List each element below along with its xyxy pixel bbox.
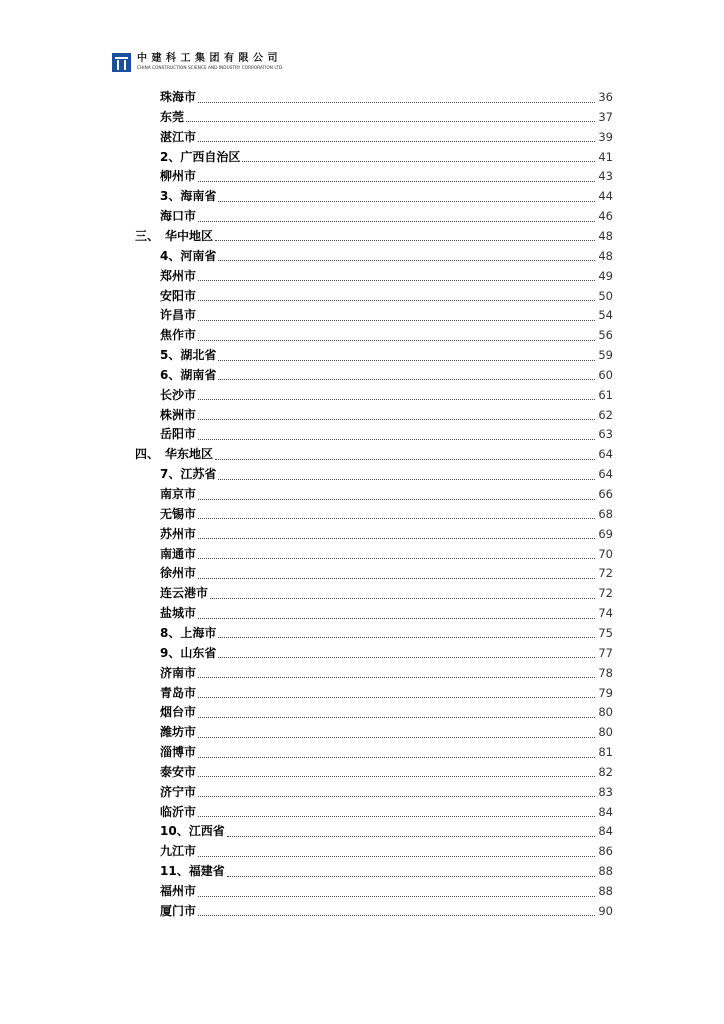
toc-page-number: 75	[598, 625, 613, 640]
toc-entry-label	[160, 881, 196, 901]
toc-dot-leader	[227, 876, 595, 877]
toc-entry-label	[160, 821, 225, 841]
toc-entry[interactable]	[160, 266, 613, 286]
toc-entry-label	[160, 702, 196, 722]
toc-page-number: 49	[598, 268, 613, 283]
toc-dot-leader	[198, 499, 595, 500]
toc-entry-text: 3、海南省	[160, 189, 217, 204]
company-name	[137, 53, 284, 73]
company-name-cn: 中建科工集团有限公司	[137, 53, 282, 64]
toc-page-number: 77	[598, 645, 613, 660]
toc-entry[interactable]	[160, 286, 613, 306]
toc-dot-leader	[218, 379, 595, 380]
logo-mark-icon	[115, 57, 128, 70]
toc-entry[interactable]	[160, 881, 613, 901]
toc-entry-label	[160, 147, 240, 167]
toc-entry[interactable]	[160, 821, 613, 841]
toc-entry-label	[160, 464, 216, 484]
toc-entry[interactable]	[160, 782, 613, 802]
toc-entry-text: 柳州市	[160, 169, 197, 184]
toc-page-number: 72	[598, 586, 613, 601]
toc-dot-leader	[198, 558, 595, 559]
toc-entry-text: 岳阳市	[160, 427, 197, 442]
toc-entry[interactable]	[160, 127, 613, 147]
toc-page-number: 66	[598, 487, 613, 501]
toc-entry-text: 徐州市	[160, 566, 197, 581]
toc-entry[interactable]	[160, 643, 613, 663]
document-header	[112, 53, 284, 73]
toc-entry-text: 烟台市	[160, 705, 197, 720]
toc-page-number: 44	[598, 189, 613, 204]
toc-entry[interactable]	[160, 246, 613, 266]
toc-entry-label	[160, 623, 216, 643]
toc-entry-label	[160, 841, 196, 861]
toc-page-number: 84	[598, 804, 613, 819]
toc-entry-label	[160, 683, 196, 703]
toc-page-number: 64	[598, 467, 613, 482]
toc-page-number: 81	[598, 745, 613, 760]
toc-entry[interactable]	[160, 186, 613, 206]
toc-page-number: 88	[598, 884, 613, 898]
toc-dot-leader	[218, 479, 595, 480]
toc-page-number: 60	[598, 367, 613, 382]
toc-page-number: 36	[598, 90, 613, 104]
toc-page-number: 88	[598, 864, 613, 879]
toc-entry-label	[160, 87, 196, 107]
toc-entry[interactable]	[160, 166, 613, 186]
toc-entry-text: 珠海市	[160, 90, 197, 104]
toc-entry-text: 湛江市	[160, 129, 197, 144]
toc-page-number: 56	[598, 328, 613, 343]
toc-entry-text: 株洲市	[160, 407, 197, 422]
toc-entry-text: 6、湖南省	[160, 367, 217, 382]
toc-entry[interactable]	[160, 802, 613, 822]
toc-dot-leader	[198, 399, 595, 400]
toc-entry-text: 福州市	[160, 884, 197, 898]
toc-entry[interactable]	[160, 385, 613, 405]
toc-dot-leader	[198, 538, 595, 539]
toc-page-number: 48	[598, 228, 613, 243]
toc-page-number: 86	[598, 844, 613, 859]
toc-page-number: 80	[598, 725, 613, 740]
toc-dot-leader	[198, 856, 595, 857]
toc-entry-label	[160, 266, 196, 286]
toc-dot-leader	[198, 816, 595, 817]
toc-entry-label	[160, 305, 196, 325]
toc-entry-label	[160, 563, 196, 583]
toc-entry[interactable]	[160, 583, 613, 603]
toc-dot-leader	[198, 439, 595, 440]
toc-entry-text: 7、江苏省	[160, 467, 217, 482]
toc-entry-text: 无锡市	[160, 506, 197, 521]
toc-page-number: 83	[598, 784, 613, 799]
toc-entry-text: 海口市	[160, 209, 197, 224]
toc-entry-label	[160, 166, 196, 186]
toc-entry-text: 10、江西省	[160, 824, 225, 839]
toc-entry-label	[160, 544, 196, 564]
toc-entry-label	[160, 345, 216, 365]
toc-entry-text: 济南市	[160, 665, 197, 680]
toc-dot-leader	[198, 757, 595, 758]
toc-entry-label	[160, 286, 196, 306]
toc-dot-leader	[198, 419, 595, 420]
toc-entry-text: 济宁市	[160, 784, 197, 799]
toc-entry[interactable]	[160, 623, 613, 643]
toc-dot-leader	[198, 141, 595, 142]
toc-page-number: 50	[598, 288, 613, 303]
toc-page-number: 84	[598, 824, 613, 839]
toc-dot-leader	[218, 657, 595, 658]
toc-entry-label	[160, 663, 196, 683]
toc-entry-label	[160, 405, 196, 425]
toc-page-number: 54	[598, 308, 613, 323]
toc-entry-label	[160, 901, 196, 921]
toc-entry[interactable]	[160, 524, 613, 544]
toc-entry-label	[160, 583, 208, 603]
toc-entry[interactable]	[160, 424, 613, 444]
toc-entry[interactable]	[160, 702, 613, 722]
toc-entry-label	[160, 722, 196, 742]
toc-dot-leader	[198, 915, 595, 916]
toc-dot-leader	[218, 260, 595, 261]
toc-entry-text: 4、河南省	[160, 248, 217, 263]
toc-entry-text: 淄博市	[160, 745, 197, 760]
toc-dot-leader	[215, 240, 595, 241]
toc-entry-label	[160, 782, 196, 802]
toc-dot-leader	[218, 360, 595, 361]
toc-entry-text: 华中地区	[165, 228, 214, 243]
toc-entry-text: 厦门市	[160, 903, 197, 918]
toc-page-number: 78	[598, 665, 613, 680]
toc-entry[interactable]	[160, 722, 613, 742]
toc-dot-leader	[198, 280, 595, 281]
toc-page-number: 43	[598, 169, 613, 184]
toc-page-number: 59	[598, 348, 613, 363]
toc-dot-leader	[198, 340, 595, 341]
toc-dot-leader	[198, 618, 595, 619]
toc-entry-label	[160, 484, 196, 504]
toc-entry-label	[160, 861, 225, 881]
toc-entry-text: 长沙市	[160, 387, 197, 402]
toc-entry[interactable]	[160, 206, 613, 226]
toc-entry-text: 盐城市	[160, 606, 197, 621]
toc-page-number: 64	[598, 447, 613, 462]
toc-entry[interactable]	[160, 504, 613, 524]
toc-entry-text: 青岛市	[160, 685, 197, 700]
toc-dot-leader	[198, 677, 595, 678]
toc-entry-prefix: 三、	[135, 228, 160, 243]
toc-entry-label	[160, 643, 216, 663]
toc-entry[interactable]	[160, 484, 613, 504]
toc-entry-label	[160, 424, 196, 444]
toc-page-number: 80	[598, 705, 613, 720]
toc-page-number: 68	[598, 506, 613, 521]
toc-entry[interactable]	[160, 87, 613, 107]
toc-entry[interactable]	[160, 901, 613, 921]
toc-entry-text: 九江市	[160, 844, 197, 859]
toc-dot-leader	[198, 102, 595, 103]
toc-entry-label	[160, 107, 184, 127]
toc-entry-text: 焦作市	[160, 328, 197, 343]
toc-entry-label	[160, 127, 196, 147]
toc-page-number: 41	[598, 149, 613, 164]
toc-entry[interactable]	[135, 226, 613, 246]
toc-entry-text: 2、广西自治区	[160, 149, 241, 164]
toc-page-number: 79	[598, 685, 613, 700]
toc-page-number: 62	[598, 407, 613, 422]
toc-entry[interactable]	[160, 107, 613, 127]
toc-entry-text: 南通市	[160, 546, 197, 561]
toc-page-number: 63	[598, 427, 613, 442]
toc-dot-leader	[198, 697, 595, 698]
toc-entry-label	[160, 246, 216, 266]
toc-entry-label	[160, 762, 196, 782]
toc-entry-text: 郑州市	[160, 268, 197, 283]
toc-entry[interactable]	[135, 444, 613, 464]
toc-page-number: 37	[598, 109, 613, 124]
toc-entry[interactable]	[160, 762, 613, 782]
toc-page-number: 70	[598, 546, 613, 561]
toc-entry-label	[160, 325, 196, 345]
toc-entry-text: 华东地区	[165, 447, 214, 462]
toc-entry[interactable]	[160, 325, 613, 345]
toc-entry-text: 泰安市	[160, 764, 197, 779]
toc-entry-text: 9、山东省	[160, 645, 217, 660]
toc-entry-label	[160, 603, 196, 623]
toc-entry-label	[160, 524, 196, 544]
toc-dot-leader	[210, 598, 595, 599]
toc-dot-leader	[198, 796, 595, 797]
toc-entry[interactable]	[160, 365, 613, 385]
toc-dot-leader	[218, 201, 595, 202]
toc-entry[interactable]	[160, 683, 613, 703]
toc-entry-text: 苏州市	[160, 526, 197, 541]
toc-entry[interactable]	[160, 742, 613, 762]
toc-dot-leader	[198, 737, 595, 738]
toc-entry[interactable]	[160, 563, 613, 583]
toc-entry-text: 连云港市	[160, 586, 209, 601]
toc-entry[interactable]	[160, 464, 613, 484]
toc-page-number: 72	[598, 566, 613, 581]
toc-dot-leader	[198, 221, 595, 222]
toc-entry-text: 许昌市	[160, 308, 197, 323]
toc-entry-label	[160, 206, 196, 226]
toc-entry-text: 东莞	[160, 109, 185, 124]
toc-entry-text: 安阳市	[160, 288, 197, 303]
toc-entry-label	[160, 742, 196, 762]
toc-page-number: 74	[598, 606, 613, 621]
toc-entry-prefix: 四、	[135, 447, 160, 462]
toc-dot-leader	[198, 896, 595, 897]
toc-dot-leader	[198, 518, 595, 519]
toc-entry-text: 南京市	[160, 487, 197, 501]
toc-entry[interactable]	[160, 861, 613, 881]
company-name-en: CHINA CONSTRUCTION SCIENCE AND INDUSTRY CORPORATION LTD.	[137, 66, 284, 71]
toc-dot-leader	[186, 121, 595, 122]
toc-entry[interactable]	[160, 405, 613, 425]
toc-page-number: 46	[598, 209, 613, 224]
toc-page-number: 48	[598, 248, 613, 263]
toc-dot-leader	[198, 578, 595, 579]
toc-entry-text: 8、上海市	[160, 625, 217, 640]
toc-dot-leader	[198, 717, 595, 718]
toc-page-number: 69	[598, 526, 613, 541]
toc-entry-label	[135, 226, 213, 246]
toc-dot-leader	[242, 161, 595, 162]
toc-dot-leader	[198, 181, 595, 182]
toc-page-number: 90	[598, 903, 613, 918]
toc-entry[interactable]	[160, 603, 613, 623]
toc-entry-label	[160, 365, 216, 385]
toc-entry-text: 潍坊市	[160, 725, 197, 740]
toc-dot-leader	[227, 836, 595, 837]
toc-entry-label	[160, 385, 196, 405]
toc-entry-label	[135, 444, 213, 464]
toc-entry-text: 5、湖北省	[160, 348, 217, 363]
toc-page-number: 82	[598, 764, 613, 779]
toc-dot-leader	[198, 776, 595, 777]
toc-dot-leader	[218, 637, 595, 638]
toc-entry-label	[160, 504, 196, 524]
toc-dot-leader	[198, 300, 595, 301]
toc-entry[interactable]	[160, 841, 613, 861]
toc-page-number: 39	[598, 129, 613, 144]
toc-entry[interactable]	[160, 663, 613, 683]
toc-entry[interactable]	[160, 305, 613, 325]
toc-entry-text: 临沂市	[160, 804, 197, 819]
toc-entry-label	[160, 802, 196, 822]
toc-page-number: 61	[598, 387, 613, 402]
toc-entry-text: 11、福建省	[160, 864, 225, 879]
toc-entry[interactable]	[160, 345, 613, 365]
toc-dot-leader	[198, 320, 595, 321]
toc-entry[interactable]	[160, 544, 613, 564]
toc-entry-label	[160, 186, 216, 206]
toc-entry[interactable]	[160, 147, 613, 167]
company-logo	[112, 53, 131, 72]
toc-dot-leader	[215, 459, 595, 460]
